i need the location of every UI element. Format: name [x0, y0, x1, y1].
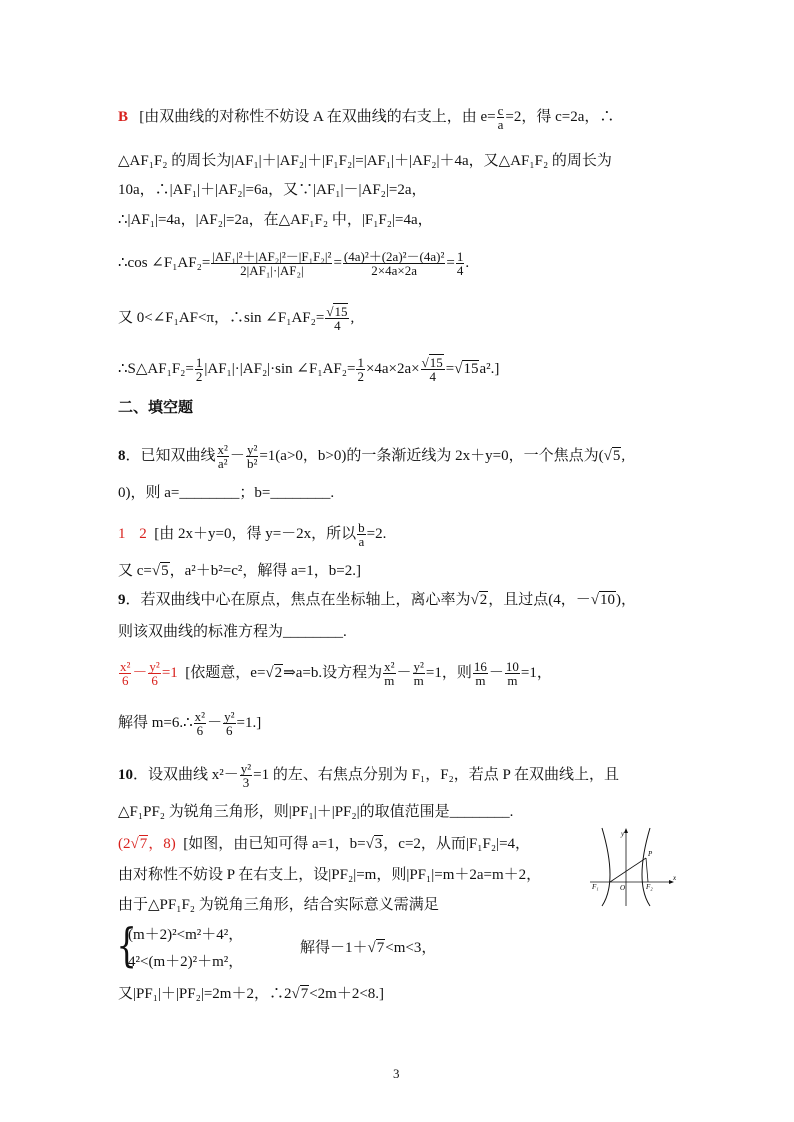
- q10-answer: (2√7，8): [118, 836, 176, 852]
- fraction: [119, 660, 131, 687]
- denominator: 4: [456, 263, 464, 278]
- numerator: y²: [224, 709, 235, 724]
- denominator: a²: [217, 456, 228, 471]
- minus: －: [488, 664, 504, 681]
- q8-line-1: 8．已知双曲线 $\frac{\text{x²}}{\text{a²}}$ － $\frac{\text{y²}}{\text{b²}}$ =1(a>0，b>0)的一条渐近线为 2x＋y=0，一个焦点为(√5,: [118, 442, 626, 471]
- denominator: 2×4a×2a: [371, 263, 417, 278]
- denominator: b²: [246, 456, 258, 471]
- fraction: [473, 660, 488, 687]
- denominator: m: [475, 673, 486, 688]
- segment-pf1: [610, 858, 646, 882]
- q10-text: <2m＋2<8.]: [309, 986, 385, 1002]
- numerator: 1: [357, 355, 364, 370]
- hyperbola-figure: [588, 826, 678, 908]
- numerator: x²: [120, 659, 131, 674]
- q8-text: =1(a>0，b>0)的一条渐近线为 2x＋y=0，一个焦点为(: [259, 447, 604, 464]
- label-f1: F₁: [592, 883, 599, 891]
- q9-text: )，: [615, 592, 636, 608]
- numerator: y²: [149, 659, 160, 674]
- answer-part: ，8): [148, 836, 176, 852]
- q8-text: ．已知双曲线: [125, 447, 216, 464]
- fraction: [217, 443, 229, 470]
- q9-text: =1，: [520, 664, 552, 681]
- denominator: a: [497, 117, 504, 132]
- fraction: [240, 762, 252, 789]
- equals: =: [445, 360, 455, 377]
- q9-solution-1: $\frac{\text{x²}}{6}$ － $\frac{\text{y²}}{6}$ =1 [依题意，e=√2⇒a=b.设方程为 $\frac{\text{x²}}{m}$ － $\frac{\text{y²}}{m}$ =1，则 $\frac{16}{m}$ － $\frac{10}{m}$ =1，: [120, 659, 552, 688]
- q7-line-5: [118, 250, 469, 277]
- numerator: √15: [326, 304, 348, 319]
- q10-solution-1: (2√7，8) [如图，由已知可得 a=1，b=√3，c=2，从而|F₁F₂|=4，: [118, 836, 531, 852]
- q7-text: ∴S△AF₁F₂=: [118, 360, 194, 377]
- q7-line-3: 10a，∴|AF₁|＋|AF₂|=6a，又∵|AF₁|－|AF₂|=2a，: [118, 182, 427, 198]
- q7-answer: B: [118, 108, 129, 125]
- radicand: 2: [274, 664, 283, 681]
- radicand: 15: [334, 304, 348, 319]
- q8-solution-2: 又 c=√5，a²＋b²=c²，解得 a=1，b=2.]: [118, 563, 361, 579]
- fraction: [383, 660, 395, 687]
- radicand: 15: [463, 360, 479, 377]
- q10-solution-3: 由于△PF₁F₂ 为锐角三角形，结合实际意义需满足: [118, 897, 439, 913]
- left-brace: {: [116, 918, 137, 972]
- q9-text: [依题意，e=: [185, 664, 266, 681]
- q10-text: [如图，由已知可得 a=1，b=: [183, 836, 366, 852]
- fraction: [357, 521, 366, 548]
- question-number: 8: [118, 447, 126, 464]
- q10-line-2: △F₁PF₂ 为锐角三角形，则|PF₁|＋|PF₂|的取值范围是________.: [118, 804, 514, 820]
- fraction: [356, 356, 365, 383]
- q10-text: 解得－1＋: [300, 940, 368, 956]
- q7-line-7: ∴S△AF₁F₂= $\frac{1}{2}$ |AF₁|·|AF₂|·sin ∠F₁AF₂= $\frac{1}{2}$ ×4a×2a× $\frac{√15}{4}$ =√15a².]: [118, 355, 500, 384]
- denominator: 2: [357, 369, 364, 384]
- fraction: [246, 443, 258, 470]
- fraction: [343, 250, 445, 277]
- segment-pf2: [646, 858, 648, 882]
- q8-text: 又 c=: [118, 563, 152, 579]
- question-number: 10: [118, 766, 133, 783]
- numerator: y²: [240, 761, 252, 776]
- label-f2: F₂: [646, 883, 653, 891]
- radicand: 5: [612, 447, 621, 464]
- q9-line-1: 9．若双曲线中心在原点，焦点在坐标轴上，离心率为√2，且过点(4，－√10)，: [118, 592, 636, 608]
- equals-one: =1: [161, 664, 178, 681]
- q7-text: ×4a×2a×: [365, 360, 420, 377]
- q10-text: ，c=2，从而|F₁F₂|=4，: [383, 836, 531, 852]
- q9-text: =1，则: [425, 664, 472, 681]
- denominator: a: [358, 534, 365, 549]
- fraction: [413, 660, 425, 687]
- numerator: 10: [505, 659, 519, 674]
- q8-solution-1: [118, 521, 386, 548]
- denominator: m: [384, 673, 395, 688]
- question-number: 9: [118, 592, 126, 608]
- denominator: 2: [195, 369, 203, 384]
- q8-text: =2.: [366, 525, 387, 542]
- q10-system-1: (m＋2)²<m²＋4²，: [128, 927, 244, 943]
- label-p: P: [648, 850, 653, 858]
- fraction: [148, 660, 160, 687]
- q7-text: ∴cos ∠F₁AF₂=: [118, 254, 211, 271]
- numerator: 16: [473, 659, 487, 674]
- label-x: x: [673, 874, 677, 882]
- denominator: 4: [334, 318, 341, 333]
- numerator: x²: [217, 442, 228, 457]
- q8-line-2: 0)，则 a=________；b=________.: [118, 485, 335, 501]
- fraction: [194, 710, 206, 737]
- radicand: 5: [161, 563, 169, 579]
- q10-solution-2: 由对称性不妨设 P 在右支上，设|PF₂|=m，则|PF₁|=m＋2a=m＋2，: [118, 867, 542, 883]
- minus: －: [207, 714, 223, 731]
- q9-text: 解得 m=6.∴: [118, 714, 193, 731]
- q10-line-1: [118, 762, 619, 789]
- q10-text: =1 的左、右焦点分别为 F₁，F₂，若点 P 在双曲线上，且: [253, 766, 620, 783]
- right-branch: [642, 828, 650, 906]
- section-heading: 二、填空题: [118, 400, 194, 416]
- q7-text: 又 0<∠F₁AF<π，∴sin ∠F₁AF₂=: [118, 309, 325, 326]
- radicand: 15: [429, 355, 443, 370]
- numerator: (4a)²＋(2a)²－(4a)²: [343, 249, 445, 264]
- label-o: O: [620, 884, 626, 892]
- equals: =: [446, 254, 455, 271]
- left-branch: [602, 828, 610, 906]
- numerator: c: [497, 103, 504, 118]
- q9-text: ，且过点(4，－: [488, 592, 591, 608]
- q10-text: 又|PF₁|＋|PF₂|=2m＋2，∴2: [118, 986, 292, 1002]
- q7-line-2: △AF₁F₂ 的周长为|AF₁|＋|AF₂|＋|F₁F₂|=|AF₁|＋|AF₂|＋4a，又△AF₁F₂ 的周长为: [118, 153, 612, 169]
- q9-answer: [118, 659, 178, 688]
- minus: －: [396, 664, 412, 681]
- q7-text: |AF₁|·|AF₂|·sin ∠F₁AF₂=: [204, 360, 356, 377]
- q8-text: ，a²＋b²=c²，解得 a=1，b=2.]: [169, 563, 361, 579]
- numerator: b: [358, 520, 365, 535]
- numerator: x²: [384, 659, 395, 674]
- q7-text: a².]: [479, 360, 500, 377]
- fraction: [456, 250, 465, 277]
- numerator: 1: [456, 249, 464, 264]
- radicand: 3: [374, 836, 383, 852]
- numerator: y²: [413, 659, 424, 674]
- fraction: [421, 356, 445, 383]
- answer-part: (2: [118, 836, 131, 852]
- comma: ,: [621, 447, 626, 464]
- q7-line-4: ∴|AF₁|=4a，|AF₂|=2a，在△AF₁F₂ 中，|F₁F₂|=4a，: [118, 212, 433, 228]
- fraction: [211, 250, 332, 277]
- q10-system-2: 4²<(m＋2)²＋m²，: [128, 954, 244, 970]
- denominator: 6: [226, 723, 233, 738]
- minus: －: [229, 447, 245, 464]
- q9-text: =1.]: [236, 714, 262, 731]
- q8-text: [由 2x＋y=0，得 y=－2x，所以: [154, 525, 357, 542]
- denominator: 6: [121, 673, 129, 688]
- radicand: 7: [139, 836, 148, 852]
- minus: －: [132, 664, 148, 681]
- denominator: m: [507, 673, 518, 688]
- page-number: 3: [393, 1066, 400, 1081]
- numerator: √15: [421, 355, 443, 370]
- q10-system-result: 解得－1＋√7<m<3，: [300, 940, 437, 956]
- numerator: x²: [194, 709, 206, 724]
- comma: ,: [350, 309, 355, 326]
- fraction: [195, 356, 204, 383]
- numerator: 1: [195, 355, 203, 370]
- denominator: 6: [151, 673, 158, 688]
- numerator: |AF₁|²＋|AF₂|²－|F₁F₂|²: [212, 249, 332, 264]
- q10-text: <m<3，: [385, 940, 437, 956]
- equals: =: [333, 254, 342, 271]
- q7-text: =2，得 c=2a，∴: [505, 108, 615, 125]
- denominator: m: [413, 673, 424, 688]
- q10-text: ．设双曲线 x²－: [133, 766, 239, 783]
- q8-answer: 1 2: [118, 525, 147, 542]
- denominator: 2|AF₁|·|AF₂|: [240, 263, 304, 278]
- q9-line-2: 则该双曲线的标准方程为________.: [118, 624, 347, 640]
- denominator: 3: [242, 775, 250, 790]
- fraction: [223, 710, 235, 737]
- q7-line-1: [118, 104, 614, 131]
- fraction: [497, 104, 505, 131]
- numerator: y²: [246, 442, 258, 457]
- fraction: [325, 305, 349, 332]
- radicand: 10: [599, 592, 615, 608]
- y-axis-arrow: [624, 828, 628, 833]
- q9-text: ．若双曲线中心在原点，焦点在坐标轴上，离心率为: [125, 592, 471, 608]
- q9-text: ⇒a=b.设方程为: [283, 664, 383, 681]
- fraction: [505, 660, 520, 687]
- period: .: [465, 254, 470, 271]
- radicand: 2: [479, 592, 488, 608]
- denominator: 6: [196, 723, 204, 738]
- label-y: y: [621, 830, 625, 838]
- q10-solution-4: 又|PF₁|＋|PF₂|=2m＋2，∴2√7<2m＋2<8.]: [118, 986, 385, 1002]
- radicand: 7: [300, 986, 309, 1002]
- q7-line-6: [118, 305, 354, 332]
- q9-solution-2: [118, 710, 261, 737]
- denominator: 4: [429, 369, 436, 384]
- radicand: 7: [376, 940, 385, 956]
- q7-text: [由双曲线的对称性不妨设 A 在双曲线的右支上，由 e=: [139, 108, 496, 125]
